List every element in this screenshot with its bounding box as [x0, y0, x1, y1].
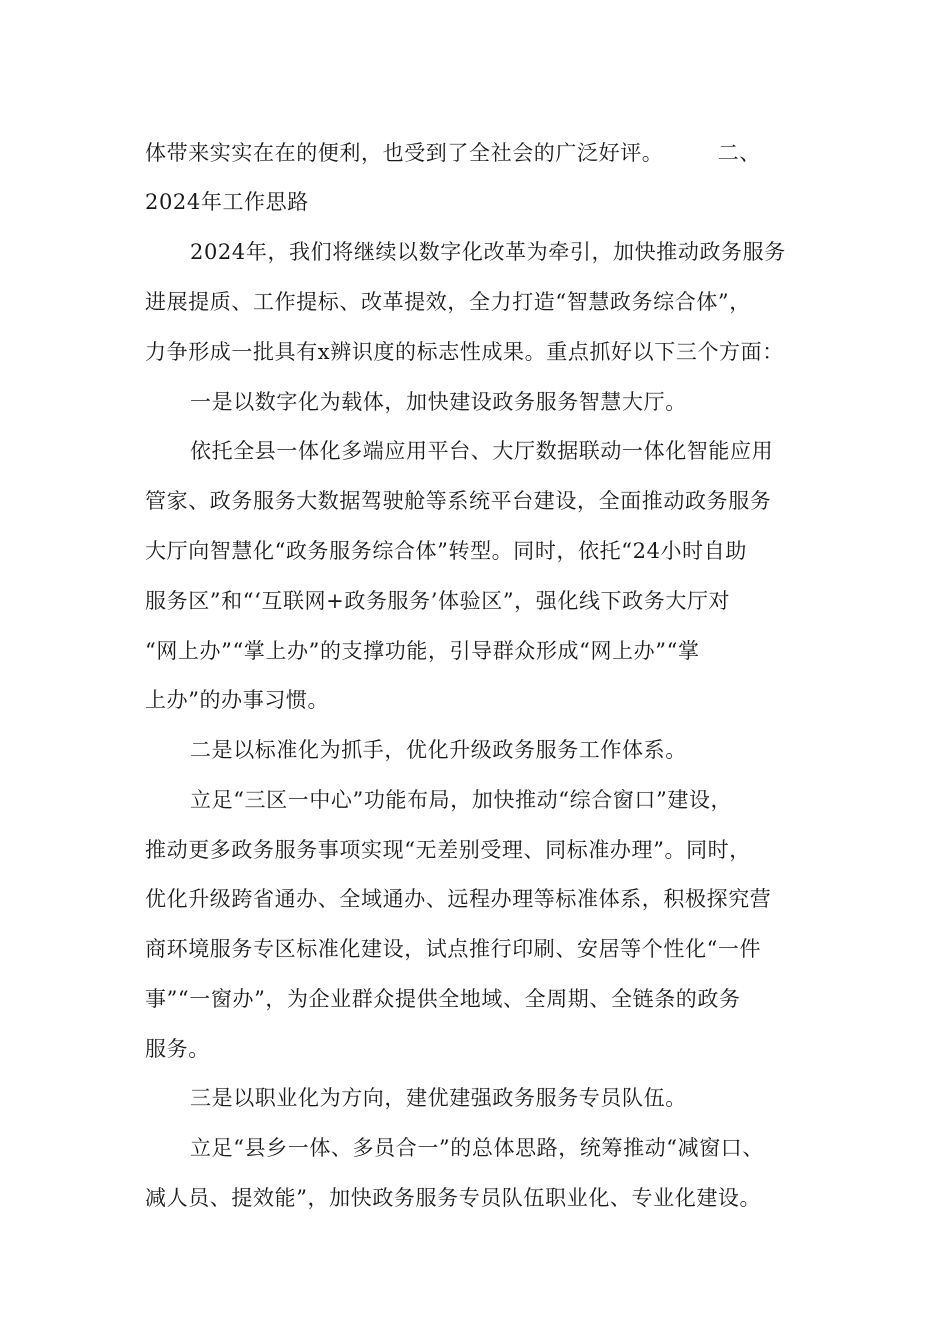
- subheading-3: 三是以职业化为方向，建优建强政务服务专员队伍。: [190, 1086, 687, 1110]
- text-line-3: 2024年，我们将继续以数字化改革为牵引，加快推动政务服务: [190, 240, 786, 264]
- text-line-11: “网上办”“掌上办”的支撑功能，引导群众形成“网上办”“掌: [145, 639, 700, 663]
- text-line-22: 减人员、提效能”，加快政务服务专员队伍职业化、专业化建设。: [145, 1186, 762, 1210]
- text-line-10: 服务区”和“‘互联网+政务服务’体验区”，强化线下政务大厅对: [145, 589, 731, 613]
- text-line-18: 事”“一窗办”，为企业群众提供全地域、全周期、全链条的政务: [145, 987, 741, 1011]
- section-heading: 2024年工作思路: [145, 190, 309, 214]
- subheading-1: 一是以数字化为载体，加快建设政务服务智慧大厅。: [190, 390, 687, 414]
- text-line-15: 推动更多政务服务事项实现“无差别受理、同标准办理”。同时，: [145, 838, 751, 862]
- subheading-2: 二是以标准化为抓手，优化升级政务服务工作体系。: [190, 738, 687, 762]
- text-line-19: 服务。: [145, 1037, 210, 1061]
- text-line-7: 依托全县一体化多端应用平台、大厅数据联动一体化智能应用: [190, 439, 774, 463]
- text-line-5: 力争形成一批具有x辨识度的标志性成果。重点抓好以下三个方面：: [145, 340, 784, 364]
- text-line-8: 管家、政务服务大数据驾驶舱等系统平台建设，全面推动政务服务: [145, 489, 772, 513]
- text-line-12: 上办”的办事习惯。: [145, 688, 330, 712]
- text-line-4: 进展提质、工作提标、改革提效，全力打造“智慧政务综合体”，: [145, 290, 751, 314]
- text-line-16: 优化升级跨省通办、全域通办、远程办理等标准体系，积极探究营: [145, 887, 772, 911]
- text-line-14: 立足“三区一中心”功能布局，加快推动“综合窗口”建设，: [190, 788, 733, 812]
- text-line-9: 大厅向智慧化“政务服务综合体”转型。同时，依托“24小时自助: [145, 539, 747, 563]
- text-line-1: 体带来实实在在的便利，也受到了全社会的广泛好评。 二、: [145, 141, 761, 165]
- text-line-17: 商环境服务专区标准化建设，试点推行印刷、安居等个性化“一件: [145, 937, 762, 961]
- text-line-21: 立足“县乡一体、多员合一”的总体思路，统筹推动“减窗口、: [190, 1136, 765, 1160]
